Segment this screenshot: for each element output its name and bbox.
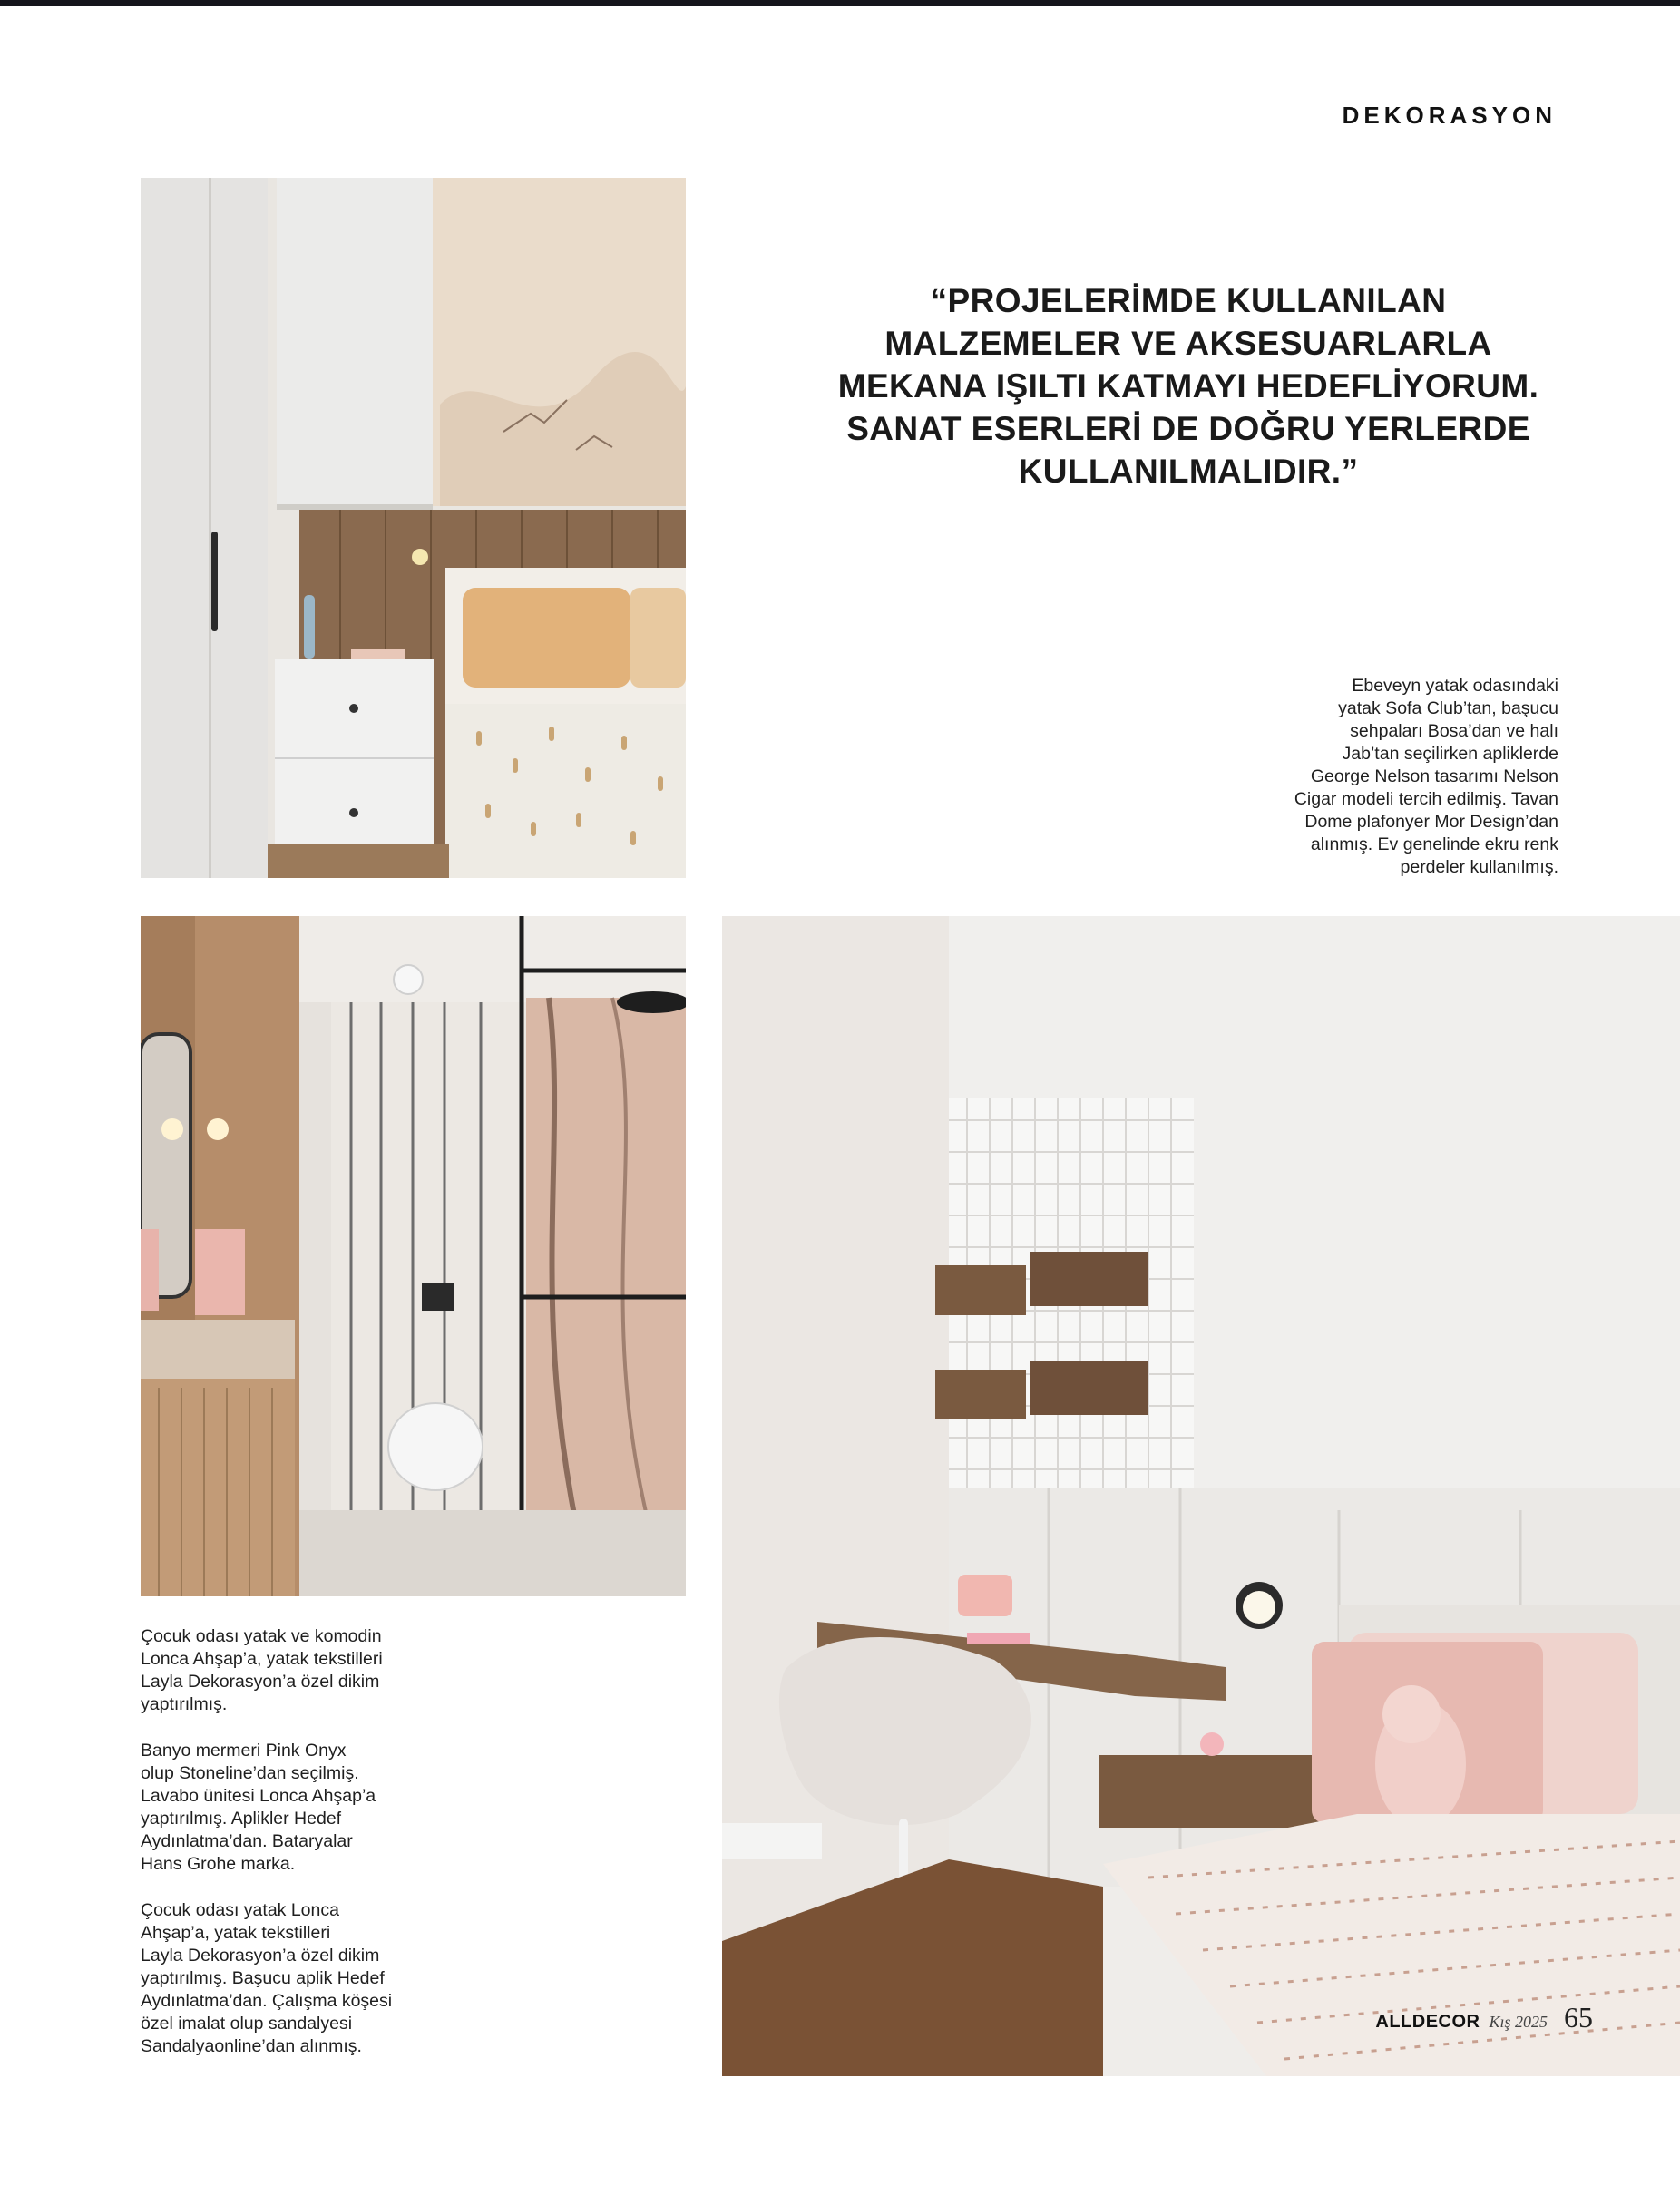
- left-captions: [141, 1625, 467, 2082]
- magazine-brand: ALLDECOR: [1375, 2012, 1480, 2032]
- caption-line: yaptırılmış. Aplikler Hedef: [141, 1809, 342, 1829]
- page-number: 65: [1564, 2001, 1593, 2034]
- caption-line: Ebeveyn yatak odasındaki: [1352, 676, 1558, 696]
- caption-line: özel imalat olup sandalyesi: [141, 2014, 353, 2034]
- caption-line: Çocuk odası yatak ve komodin: [141, 1626, 382, 1646]
- quote-line: “PROJELERİMDE KULLANILAN: [930, 282, 1447, 319]
- child-room-caption: [141, 1625, 467, 1716]
- caption-line: perdeler kullanılmış.: [1400, 857, 1558, 877]
- section-label: DEKORASYON: [1342, 102, 1557, 129]
- caption-line: Ahşap’a, yatak tekstilleri: [141, 1923, 331, 1943]
- caption-line: Lavabo ünitesi Lonca Ahşap’a: [141, 1786, 376, 1806]
- quote-line: KULLANILMALIDIR.”: [1018, 453, 1359, 490]
- bathroom-caption: [141, 1740, 467, 1876]
- caption-line: Aydınlatma’dan. Bataryalar: [141, 1831, 353, 1851]
- caption-line: Layla Dekorasyon’a özel dikim: [141, 1672, 380, 1692]
- caption-line: sehpaları Bosa’dan ve halı: [1350, 721, 1558, 741]
- caption-line: alınmış. Ev genelinde ekru renk: [1310, 834, 1558, 854]
- caption-line: Hans Grohe marka.: [141, 1854, 296, 1874]
- pull-quote: [780, 279, 1597, 493]
- child-room-desk-caption: [141, 1899, 467, 2058]
- caption-line: yatak Sofa Club’tan, başucu: [1338, 698, 1558, 718]
- caption-line: George Nelson tasarımı Nelson: [1310, 766, 1558, 786]
- parent-bedroom-photo: [141, 178, 686, 878]
- parent-bedroom-caption: [1196, 675, 1558, 879]
- caption-line: Aydınlatma’dan. Çalışma köşesi: [141, 1991, 393, 2011]
- quote-line: SANAT ESERLERİ DE DOĞRU YERLERDE: [846, 410, 1530, 447]
- caption-line: Banyo mermeri Pink Onyx: [141, 1741, 347, 1761]
- caption-line: Jab’tan seçilirken apliklerde: [1342, 744, 1558, 764]
- caption-line: Sandalyaonline’dan alınmış.: [141, 2036, 362, 2056]
- issue-label: Kış 2025: [1489, 2013, 1548, 2031]
- quote-line: MALZEMELER VE AKSESUARLARLA: [884, 325, 1492, 362]
- page-footer: [1375, 2001, 1593, 2034]
- caption-line: Layla Dekorasyon’a özel dikim: [141, 1946, 380, 1966]
- caption-line: Dome plafonyer Mor Design’dan: [1304, 812, 1558, 832]
- caption-line: yaptırılmış. Başucu aplik Hedef: [141, 1968, 385, 1988]
- child-room-photo: [722, 916, 1680, 2076]
- caption-line: Cigar modeli tercih edilmiş. Tavan: [1294, 789, 1558, 809]
- bathroom-photo: [141, 916, 686, 1596]
- caption-line: Çocuk odası yatak Lonca: [141, 1900, 339, 1920]
- caption-line: Lonca Ahşap’a, yatak tekstilleri: [141, 1649, 383, 1669]
- top-rule: [0, 0, 1680, 6]
- caption-line: yaptırılmış.: [141, 1694, 228, 1714]
- caption-line: olup Stoneline’dan seçilmiş.: [141, 1763, 359, 1783]
- quote-line: MEKANA IŞILTI KATMAYI HEDEFLİYORUM.: [837, 367, 1539, 405]
